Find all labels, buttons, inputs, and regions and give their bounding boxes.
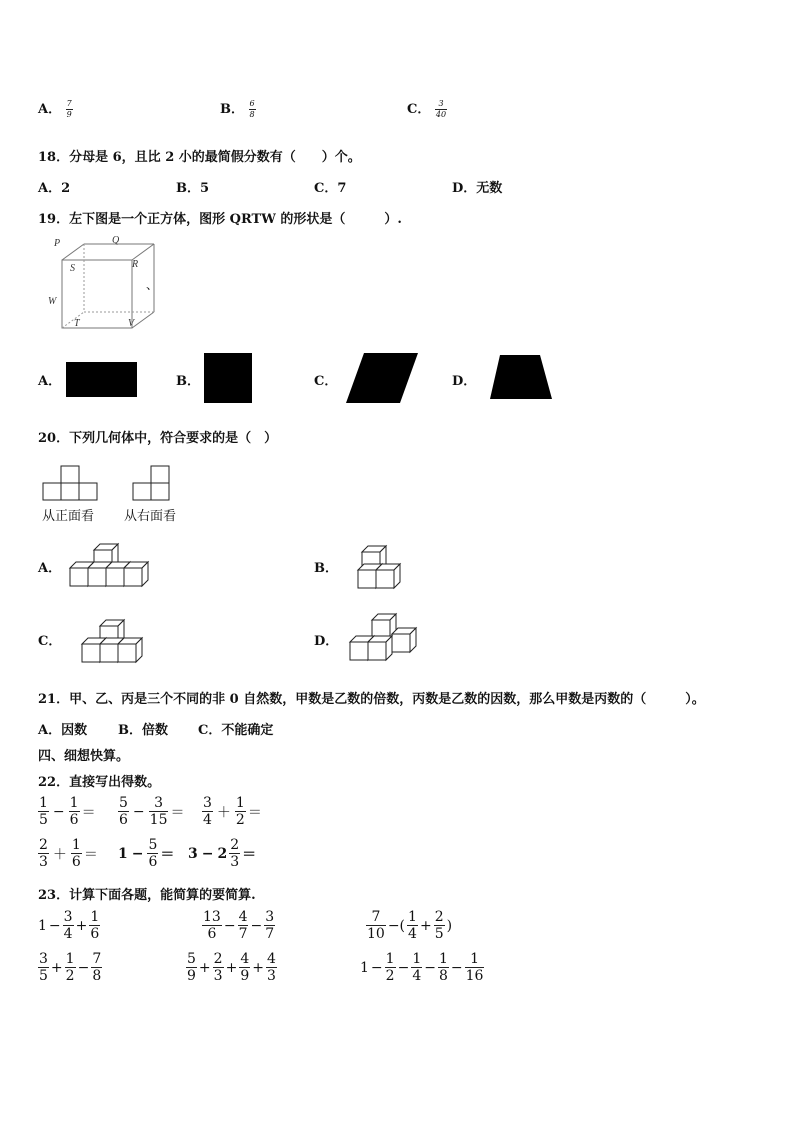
math-token: 2	[217, 845, 228, 862]
fraction	[249, 100, 256, 119]
fraction	[91, 952, 102, 983]
math-token: 15	[149, 812, 168, 828]
math-token: 6	[148, 854, 158, 870]
math-token: 4	[63, 926, 73, 942]
math-token: −	[397, 959, 410, 976]
math-token: 2	[213, 951, 223, 967]
math-token: 3	[266, 968, 276, 984]
math-token: 2	[385, 968, 395, 984]
fraction	[235, 796, 246, 827]
math-token: 6	[69, 812, 79, 828]
math-token: 3	[39, 854, 48, 870]
math-token: −	[131, 845, 144, 862]
math-token: −	[201, 845, 214, 862]
fraction	[229, 838, 240, 869]
q20-option-d: D．	[314, 634, 339, 649]
math-token: 4	[238, 909, 248, 925]
front-view-figure	[42, 464, 102, 502]
black-square	[204, 353, 252, 403]
math-token: +	[419, 917, 432, 934]
q19-option-a: A．	[38, 374, 62, 389]
q19-option-b: B．	[176, 374, 200, 389]
q23-expr-6	[360, 952, 484, 983]
q22-expr-4	[38, 838, 98, 869]
fraction	[264, 910, 275, 941]
q17-option-b	[220, 98, 256, 119]
math-token: 5	[434, 926, 444, 942]
math-token: 1	[90, 909, 100, 925]
fraction	[411, 952, 422, 983]
math-token: 4	[266, 951, 276, 967]
q18-option-d: D．无数	[452, 181, 503, 196]
math-token: 2	[235, 812, 245, 828]
q22-expr-3	[202, 796, 262, 827]
math-token: ＋	[216, 804, 231, 821]
fraction	[202, 910, 222, 941]
math-token: 13	[203, 909, 221, 925]
q22-text: 22．直接写出得数。	[38, 775, 161, 790]
math-token: 8	[438, 968, 448, 984]
math-token: 9	[240, 968, 250, 984]
math-token: 1	[118, 845, 128, 862]
fraction	[38, 952, 49, 983]
math-token: ＝	[81, 804, 96, 821]
math-token: −	[424, 959, 436, 976]
math-token: 1	[69, 795, 79, 811]
math-token: 10	[367, 926, 385, 942]
fraction	[385, 952, 396, 983]
q20-text: 20．下列几何体中，符合要求的是（ ）	[38, 431, 278, 446]
math-token: +	[75, 917, 88, 934]
q23-expr-3	[366, 910, 452, 941]
math-token: ＝	[160, 846, 175, 863]
math-token: 2	[230, 837, 240, 853]
cube-stack-c	[80, 616, 144, 666]
math-token: 1	[360, 959, 369, 976]
fraction	[435, 100, 447, 119]
option-label: A．	[38, 102, 62, 117]
math-token: −	[52, 803, 65, 820]
math-token: 2	[39, 837, 48, 853]
math-token: +	[50, 959, 63, 976]
fraction	[65, 952, 76, 983]
front-view-caption: 从正面看	[42, 509, 95, 524]
denominator: 9	[66, 110, 72, 119]
fraction	[438, 952, 449, 983]
math-token: 7	[265, 926, 275, 942]
fraction	[186, 952, 197, 983]
numerator: 3	[438, 99, 444, 108]
q23-expr-2	[202, 910, 275, 941]
math-token: 3	[154, 795, 164, 811]
math-token: 1	[65, 951, 75, 967]
math-token: 5	[39, 812, 48, 828]
math-token: 4	[203, 812, 212, 828]
cube-label-p: P	[54, 238, 61, 249]
cube-stack-d	[348, 612, 420, 664]
cube-stack-a	[68, 540, 158, 590]
math-token: 3	[39, 951, 48, 967]
math-token: 5	[148, 837, 158, 853]
q20-option-a: A．	[38, 561, 62, 576]
denominator: 40	[435, 110, 447, 119]
cube-label-w: W	[48, 296, 57, 307]
fraction	[89, 910, 100, 941]
math-token: 2	[65, 968, 75, 984]
fraction	[239, 952, 250, 983]
math-token: −	[223, 917, 236, 934]
math-token: 6	[71, 854, 81, 870]
black-trapezoid	[488, 354, 554, 400]
fraction	[266, 952, 277, 983]
fraction	[465, 952, 485, 983]
math-token: −	[77, 959, 90, 976]
q19-option-d: D．	[452, 374, 477, 389]
q19-option-c: C．	[314, 374, 338, 389]
fraction	[149, 796, 169, 827]
math-token: 1	[470, 951, 479, 967]
fraction	[63, 910, 74, 941]
denominator: 8	[249, 110, 255, 119]
fraction	[66, 100, 73, 119]
q18-text: 18．分母是 6，且比 2 小的最简假分数有（ ）个。	[38, 150, 361, 165]
q17-option-c	[407, 98, 447, 119]
fraction	[38, 796, 49, 827]
option-label: C．	[407, 102, 431, 117]
right-view-figure	[132, 464, 172, 502]
fraction	[71, 838, 82, 869]
cube-label-t: T	[74, 318, 80, 329]
math-token: 3	[265, 909, 275, 925]
math-token: 7	[92, 951, 102, 967]
cube-label-r: R	[132, 259, 139, 270]
math-token: 16	[465, 968, 484, 984]
q19-text: 19．左下图是一个正方体，图形 QRTW 的形状是（ ）.	[38, 212, 402, 227]
math-token: ＝	[83, 846, 98, 863]
fraction	[366, 910, 386, 941]
black-parallelogram	[344, 352, 420, 404]
math-token: ＝	[170, 804, 185, 821]
math-token: 1	[235, 795, 245, 811]
math-token: 3	[63, 909, 73, 925]
math-token: −	[370, 959, 383, 976]
q21-option-c: C．不能确定	[198, 723, 274, 738]
fraction	[69, 796, 80, 827]
fraction	[118, 796, 129, 827]
q20-option-b: B．	[314, 561, 338, 576]
math-token: ＋	[52, 846, 67, 863]
math-token: 6	[207, 926, 217, 942]
math-token: ＝	[242, 846, 257, 863]
math-token: 5	[119, 795, 128, 811]
math-token: 8	[92, 968, 102, 984]
math-token: 5	[187, 951, 196, 967]
option-label: B．	[220, 102, 244, 117]
math-token: 1	[38, 917, 47, 934]
q23-text: 23．计算下面各题，能简算的要简算.	[38, 888, 256, 903]
fraction	[213, 952, 224, 983]
q18-option-b: B．5	[176, 181, 210, 196]
math-token: 6	[119, 812, 128, 828]
q23-expr-4	[38, 952, 102, 983]
math-token: 4	[408, 926, 417, 942]
q23-expr-5	[186, 952, 277, 983]
math-token: 4	[412, 968, 422, 984]
math-token: 1	[412, 951, 422, 967]
math-token: 3	[213, 968, 223, 984]
fraction	[38, 838, 49, 869]
q22-expr-6	[188, 838, 256, 869]
math-token: 1	[438, 951, 448, 967]
right-view-caption: 从右面看	[124, 509, 177, 524]
math-token: 7	[371, 909, 381, 925]
stray-comma: 、	[146, 278, 159, 292]
fraction	[238, 910, 249, 941]
math-token: 1	[385, 951, 395, 967]
q21-option-a: A．因数	[38, 723, 88, 738]
math-token: 3	[203, 795, 212, 811]
fraction	[202, 796, 213, 827]
fraction	[147, 838, 158, 869]
q22-expr-1	[38, 796, 96, 827]
q23-expr-1	[38, 910, 100, 941]
q20-option-c: C．	[38, 634, 62, 649]
cube-label-v: V	[128, 318, 135, 329]
math-token: 7	[238, 926, 248, 942]
fraction	[434, 910, 445, 941]
math-token: ＝	[247, 804, 262, 821]
cube-label-q: Q	[112, 235, 120, 246]
black-rectangle	[66, 362, 137, 397]
math-token: 2	[434, 909, 444, 925]
fraction	[407, 910, 418, 941]
cube-label-s: S	[70, 263, 75, 274]
math-token: +	[225, 959, 238, 976]
q21-text: 21．甲、乙、丙是三个不同的非 0 自然数，甲数是乙数的倍数，丙数是乙数的因数，那么甲数是丙数的（ ）。	[38, 692, 705, 707]
math-token: 9	[187, 968, 196, 984]
q18-option-a: A．2	[38, 181, 71, 196]
math-token: 6	[90, 926, 100, 942]
math-token: 3	[230, 854, 240, 870]
math-token: 1	[71, 837, 81, 853]
q21-option-b: B．倍数	[118, 723, 168, 738]
math-token: 1	[408, 909, 417, 925]
section-4-heading: 四、细想快算。	[38, 749, 130, 764]
q18-option-c: C．7	[314, 181, 347, 196]
math-token: −	[48, 917, 61, 934]
math-token: −(	[387, 917, 406, 934]
cube-stack-b	[356, 542, 406, 590]
math-token: +	[252, 959, 264, 976]
numerator: 6	[249, 99, 255, 108]
q22-expr-2	[118, 796, 184, 827]
math-token: 3	[188, 845, 198, 862]
math-token: +	[198, 959, 211, 976]
math-token: −	[450, 959, 463, 976]
math-token: )	[446, 917, 453, 934]
q17-option-a	[38, 98, 73, 119]
math-token: 1	[39, 795, 48, 811]
q22-expr-5	[118, 838, 174, 869]
math-token: 4	[240, 951, 250, 967]
math-token: 5	[39, 968, 48, 984]
math-token: −	[250, 917, 263, 934]
math-token: −	[132, 803, 145, 820]
numerator: 7	[66, 99, 72, 108]
